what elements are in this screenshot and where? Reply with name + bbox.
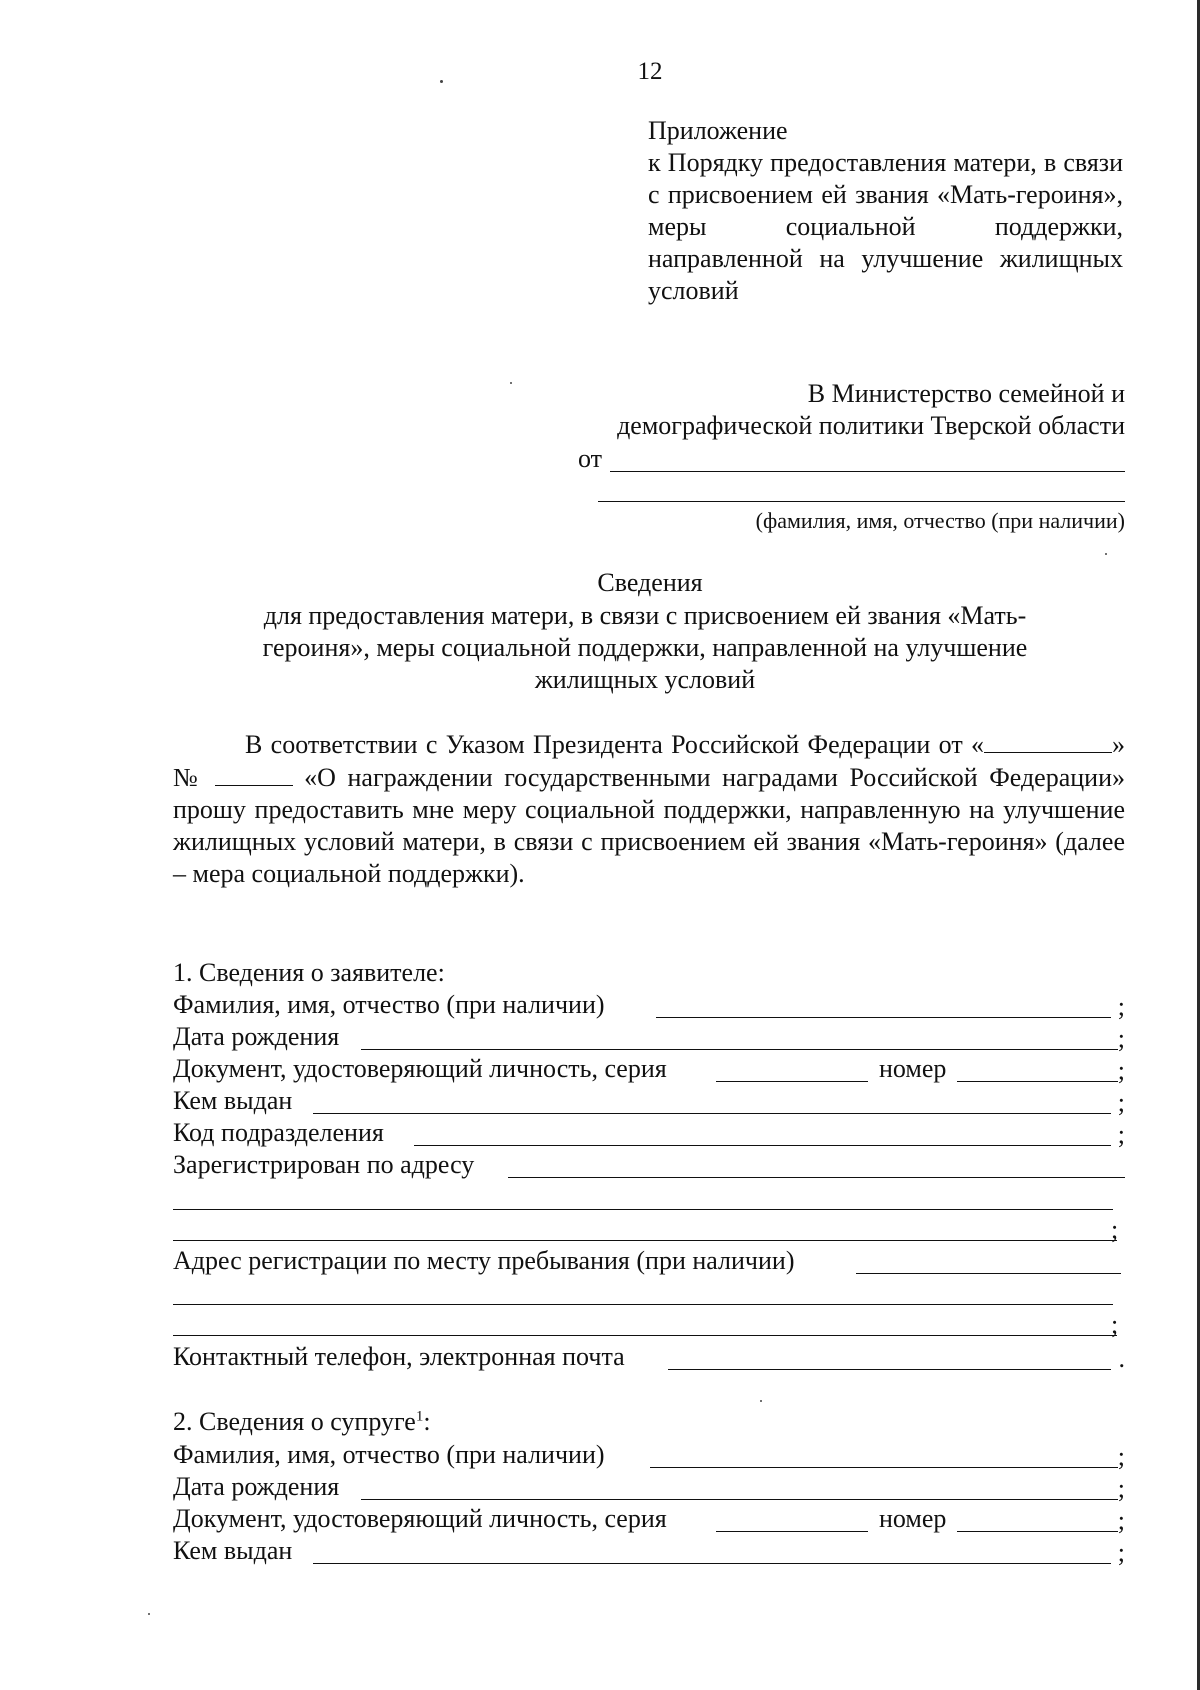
semicolon: ;	[1117, 1120, 1125, 1149]
from-caption: (фамилия, имя, отчество (при наличии)	[755, 508, 1125, 533]
semicolon: ;	[1117, 1538, 1125, 1567]
intro-text-3: «О награждении государственными наградами Российской Федерации» прошу предоставить мне меру социальной поддержки, направленную на улучшение жилищных условий матери, в связи с присвоением ей звания «Мать-героиня» (далее – мера социальной поддержки).	[173, 763, 1126, 888]
spouse-fio-field[interactable]	[650, 1467, 1118, 1468]
addressee-block	[560, 378, 1125, 442]
footnote-mark[interactable]: 1	[415, 1408, 424, 1425]
applicant-temp-address-label: Адрес регистрации по месту пребывания (при наличии)	[173, 1246, 795, 1275]
applicant-registered-row	[173, 1150, 1125, 1182]
applicant-registered-label: Зарегистрирован по адресу	[173, 1150, 475, 1179]
applicant-doc-number-field[interactable]	[957, 1081, 1118, 1082]
scan-speck	[148, 1613, 150, 1615]
applicant-temp-address-line-3[interactable]	[173, 1335, 1117, 1336]
document-title: Сведения	[597, 568, 703, 597]
scan-speck	[1105, 553, 1107, 555]
spouse-doc-number-field[interactable]	[957, 1531, 1118, 1532]
applicant-issued-field[interactable]	[313, 1113, 1111, 1114]
from-row	[578, 442, 1125, 474]
spouse-issued-field[interactable]	[313, 1563, 1111, 1564]
applicant-code-row	[173, 1118, 1125, 1150]
scan-speck	[510, 382, 512, 384]
applicant-code-label: Код подразделения	[173, 1118, 384, 1147]
period: .	[1118, 1344, 1125, 1373]
applicant-temp-address-row	[173, 1246, 1125, 1278]
semicolon: ;	[1111, 1215, 1119, 1244]
appendix-body: к Порядку предоставления матери, в связи с присвоением ей звания «Мать-героиня», меры социальной поддержки, направленной на улучшение жилищных условий	[648, 148, 1123, 305]
spouse-fio-row	[173, 1440, 1125, 1472]
scan-speck	[760, 1400, 762, 1402]
semicolon: ;	[1117, 1024, 1125, 1053]
semicolon: ;	[1117, 1088, 1125, 1117]
applicant-temp-address-line-2[interactable]	[173, 1304, 1113, 1305]
applicant-registered-field[interactable]	[508, 1177, 1125, 1178]
section-2-title-colon: :	[423, 1407, 431, 1436]
spouse-doc-series-field[interactable]	[716, 1531, 868, 1532]
applicant-contact-row	[173, 1342, 1125, 1374]
spouse-issued-label: Кем выдан	[173, 1536, 293, 1565]
from-label: от	[578, 444, 603, 473]
addressee-line-1: В Министерство семейной и	[807, 379, 1125, 408]
spouse-doc-number-label: номер	[879, 1504, 947, 1533]
applicant-fio-field[interactable]	[656, 1017, 1111, 1018]
applicant-contact-label: Контактный телефон, электронная почта	[173, 1342, 625, 1371]
section-1-title: 1. Сведения о заявителе:	[173, 958, 445, 987]
applicant-doc-label: Документ, удостоверяющий личность, серия	[173, 1054, 667, 1083]
applicant-doc-number-label: номер	[879, 1054, 947, 1083]
section-2-title-text: 2. Сведения о супруге	[173, 1407, 416, 1436]
decree-number-blank[interactable]	[215, 761, 293, 786]
semicolon: ;	[1117, 1506, 1125, 1535]
applicant-temp-address-field[interactable]	[856, 1273, 1121, 1274]
spouse-fio-label: Фамилия, имя, отчество (при наличии)	[173, 1440, 605, 1469]
applicant-contact-field[interactable]	[668, 1369, 1111, 1370]
applicant-dob-label: Дата рождения	[173, 1022, 340, 1051]
applicant-fio-row	[173, 990, 1125, 1022]
spouse-dob-row	[173, 1472, 1125, 1504]
section-2-title	[173, 1407, 431, 1437]
intro-text-1: В соответствии с Указом Президента Российской Федерации от «	[245, 730, 984, 759]
appendix-heading: Приложение	[648, 116, 788, 145]
intro-paragraph	[173, 728, 1125, 890]
spouse-doc-row	[173, 1504, 1125, 1536]
spouse-doc-label: Документ, удостоверяющий личность, серия	[173, 1504, 667, 1533]
applicant-registered-line-3[interactable]	[173, 1240, 1117, 1241]
spouse-dob-field[interactable]	[361, 1499, 1118, 1500]
spouse-issued-row	[173, 1536, 1125, 1568]
applicant-registered-line-2[interactable]	[173, 1209, 1113, 1210]
applicant-issued-label: Кем выдан	[173, 1086, 293, 1115]
semicolon: ;	[1111, 1310, 1119, 1339]
document-subtitle: для предоставления матери, в связи с присвоением ей звания «Мать-героиня», меры социальной поддержки, направленной на улучшение жилищных условий	[262, 601, 1028, 694]
applicant-issued-row	[173, 1086, 1125, 1118]
applicant-dob-row	[173, 1022, 1125, 1054]
applicant-dob-field[interactable]	[361, 1049, 1118, 1050]
spouse-dob-label: Дата рождения	[173, 1472, 340, 1501]
semicolon: ;	[1117, 1056, 1125, 1085]
applicant-code-field[interactable]	[414, 1145, 1111, 1146]
intro-text-2: » №	[173, 730, 1125, 792]
applicant-fio-label: Фамилия, имя, отчество (при наличии)	[173, 990, 605, 1019]
applicant-doc-series-field[interactable]	[716, 1081, 868, 1082]
addressee-line-2: демографической политики Тверской области	[617, 411, 1125, 440]
semicolon: ;	[1117, 1442, 1125, 1471]
applicant-doc-row	[173, 1054, 1125, 1086]
from-input-line[interactable]	[610, 471, 1125, 472]
appendix-block	[648, 115, 1123, 307]
decree-date-blank[interactable]	[984, 728, 1112, 753]
from-input-line-2[interactable]	[598, 501, 1125, 502]
page-number: 12	[637, 58, 663, 85]
semicolon: ;	[1117, 1474, 1125, 1503]
semicolon: ;	[1117, 992, 1125, 1021]
